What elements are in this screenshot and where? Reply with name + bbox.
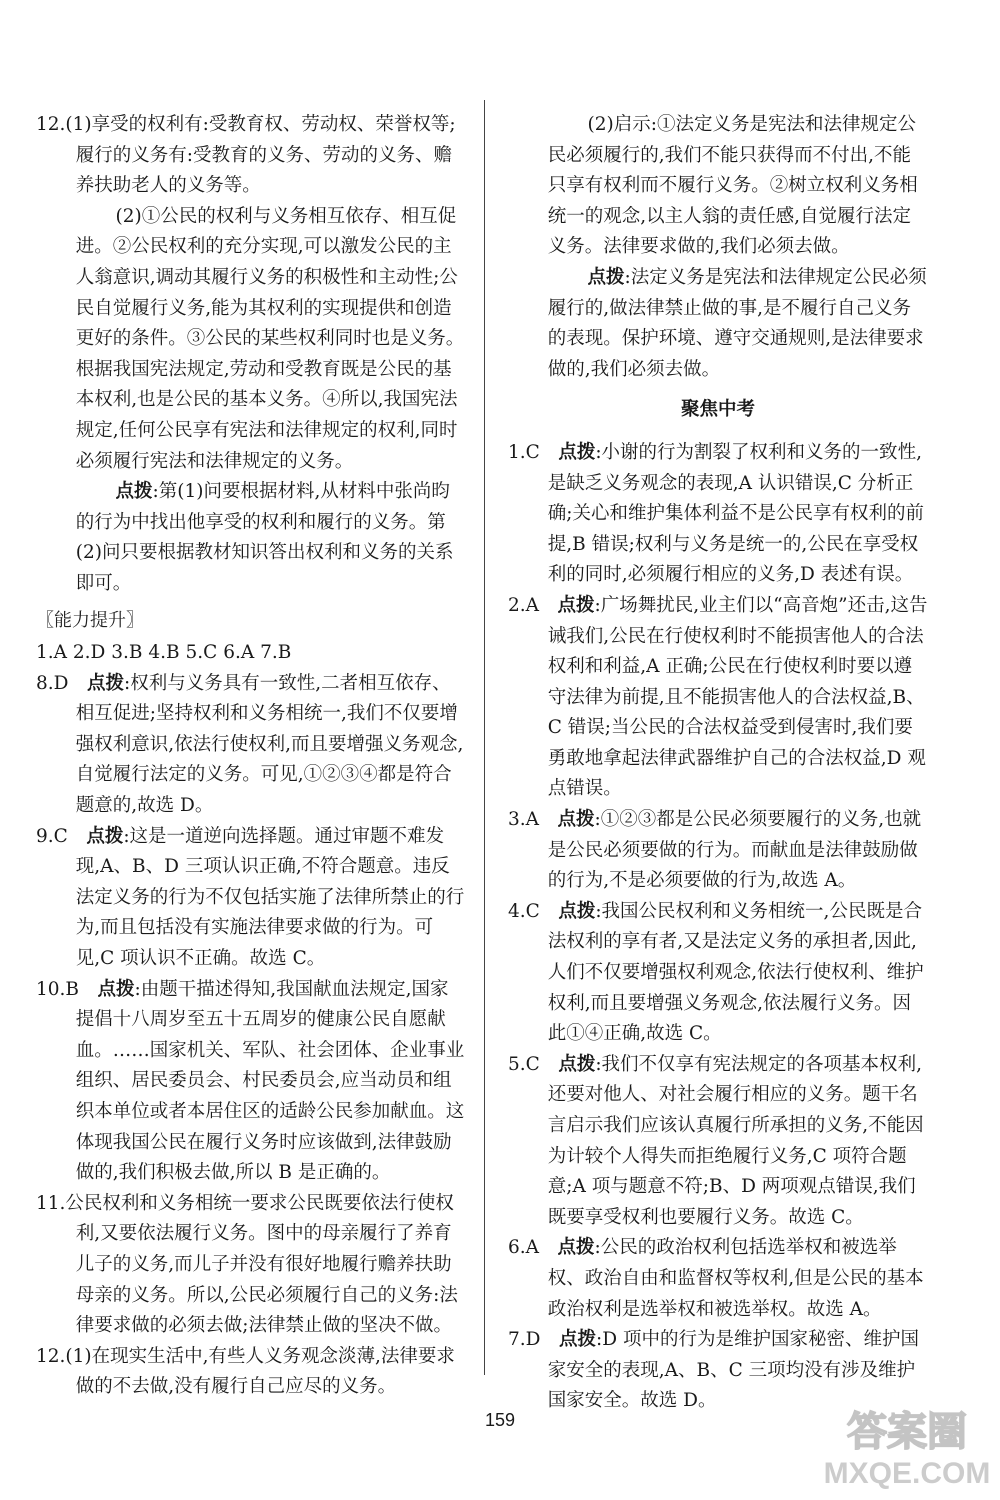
answer-item xyxy=(36,822,466,975)
item-text: :我国公民权利和义务相统一,公民既是合法权利的享有者,又是法定义务的承担者,因此,人们不仅要增强权利观念,依法行使权利、维护权利,而且要增强义务观念,依法履行义务。因此①④正确,故选 C。 xyxy=(547,900,924,1045)
item-text: :广场舞扰民,业主们以“高音炮”还击,这告诫我们,公民在行使权利时不能损害他人的合法权利和利益,A 正确;公民在行使权利时要以遵守法律为前提,且不能损害他人的合法权益,B、C 错误;当公民的合法权益受到侵害时,我们要勇敢地拿起法律武器维护自己的合法权益,D 观点错误。 xyxy=(547,594,928,800)
answer-item xyxy=(36,110,466,202)
item-answer: D xyxy=(525,1329,541,1351)
answer-item xyxy=(508,1050,928,1234)
note-label: 点拨 xyxy=(558,1053,596,1075)
answer-item xyxy=(36,1189,466,1342)
item-answer: A xyxy=(525,809,540,831)
item-number: 6. xyxy=(508,1237,526,1259)
item-answer: D xyxy=(53,672,69,694)
page-number: 159 xyxy=(484,1410,516,1430)
answer-item xyxy=(508,1233,928,1325)
answer-item xyxy=(508,805,928,897)
answer-paragraph: (2)①公民的权利与义务相互依存、相互促进。②公民权利的充分实现,可以激发公民的主人翁意识,调动其履行义务的积极性和主动性;公民自觉履行义务,能为其权利的实现提供和创造更好的条件。③公民的某些权利同时也是义务。根据我国宪法规定,劳动和受教育既是公民的基本权利,也是公民的基本义务。④所以,我国宪法规定,任何公民享有宪法和法律规定的权利,同时必须履行宪法和法律规定的义务。 xyxy=(75,205,465,472)
item-number: 1. xyxy=(508,441,526,463)
watermark-line1: 答案圈 xyxy=(847,1409,967,1455)
item-number: 4. xyxy=(508,900,526,922)
answer-item xyxy=(36,669,466,822)
item-number: 12. xyxy=(36,1345,66,1367)
note-label: 点拨 xyxy=(559,1329,597,1351)
answer-item xyxy=(36,975,466,1189)
section-heading: 〖能力提升〗 xyxy=(36,609,144,631)
item-answer: C xyxy=(525,441,540,463)
note-paragraph xyxy=(508,263,928,385)
item-number: 11. xyxy=(36,1192,66,1214)
item-text: :D 项中的行为是维护国家秘密、维护国家安全的表现,A、B、C 三项均没有涉及维护国家安全。故选 D。 xyxy=(547,1329,919,1412)
item-text: (1)享受的权利有:受教育权、劳动权、荣誉权等;履行的义务有:受教育的义务、劳动的义务、赡养扶助老人的义务等。 xyxy=(65,114,456,197)
item-text: :由题干描述得知,我国献血法规定,国家提倡十八周岁至五十五周岁的健康公民自愿献血。……国家机关、军队、社会团体、企业事业组织、居民委员会、村民委员会,应当动员和组织本单位或者本居住区的适龄公民参加献血。这体现我国公民在履行义务时应该做到,法律鼓励做的,我们积极去做,所以 B 是正确的。 xyxy=(75,978,465,1184)
item-answer: A xyxy=(525,1237,540,1259)
note-label: 点拨 xyxy=(557,1237,595,1259)
item-text: :小谢的行为割裂了权利和义务的一致性,是缺乏义务观念的表现,A 认识错误,C 分析正确;关心和维护集体利益不是公民享有权利的前提,B 错误;权利与义务是统一的,公民在享受权利的同时,必须履行相应的义务,D 表述有误。 xyxy=(547,441,925,586)
left-column xyxy=(36,110,466,1403)
item-answer: B xyxy=(65,978,80,1000)
item-text: :这是一道逆向选择题。通过审题不难发现,A、B、D 三项认识正确,不符合题意。违反法定义务的行为不仅包括实施了法律所禁止的行为,而且包括没有实施法律要求做的行为。可见,C 项认识不正确。故选 C。 xyxy=(75,825,465,970)
item-text: 公民权利和义务相统一要求公民既要依法行使权利,又要依法履行义务。图中的母亲履行了养育儿子的义务,而儿子并没有很好地履行赡养扶助母亲的义务。所以,公民必须履行自己的义务:法律要求做的必须去做;法律禁止做的坚决不做。 xyxy=(65,1192,458,1337)
note-label: 点拨 xyxy=(587,266,625,288)
watermark-logo xyxy=(822,1397,992,1492)
item-number: 9. xyxy=(36,825,54,847)
answer-item xyxy=(36,1342,466,1403)
note-label: 点拨 xyxy=(558,441,596,463)
item-number: 7. xyxy=(508,1329,526,1351)
item-number: 3. xyxy=(508,809,526,831)
item-text: :权利与义务具有一致性,二者相互依存、相互促进;坚持权利和义务相统一,我们不仅要增强权利意识,依法行使权利,而且要增强义务观念,自觉履行法定的义务。可见,①②③④都是符合题意的,故选 D。 xyxy=(75,672,464,817)
watermark-line2: MXQE.COM xyxy=(823,1457,991,1490)
item-answer: C xyxy=(525,900,540,922)
answer-paragraph: (2)启示:①法定义务是宪法和法律规定公民必须履行的,我们不能只获得而不付出,不能只享有权利而不履行义务。②树立权利义务相统一的观念,以主人翁的责任感,自觉履行法定义务。法律要求做的,我们必须去做。 xyxy=(547,114,918,258)
item-text: (1)在现实生活中,有些人义务观念淡薄,法律要求做的不去做,没有履行自己应尽的义务。 xyxy=(65,1345,455,1398)
item-answer: A xyxy=(525,594,540,616)
answer-item xyxy=(508,897,928,1050)
item-number: 2. xyxy=(508,594,526,616)
note-label: 点拨 xyxy=(86,825,124,847)
note-paragraph xyxy=(36,477,466,599)
note-label: 点拨 xyxy=(557,594,595,616)
answer-item xyxy=(508,591,928,805)
note-label: 点拨 xyxy=(115,481,153,503)
note-text: :法定义务是宪法和法律规定公民必须履行的,做法律禁止做的事,是不履行自己义务的表现。保护环境、遵守交通规则,是法律要求做的,我们必须去做。 xyxy=(547,266,927,380)
note-label: 点拨 xyxy=(557,809,595,831)
item-text: :①②③都是公民必须要履行的义务,也就是公民必须要做的行为。而献血是法律鼓励做的行为,不是必须要做的行为,故选 A。 xyxy=(547,809,922,892)
right-column xyxy=(508,110,928,1417)
item-number: 12. xyxy=(36,114,66,135)
section-title: 聚焦中考 xyxy=(680,399,755,421)
note-label: 点拨 xyxy=(558,900,596,922)
column-divider xyxy=(484,100,485,1375)
item-text: :我们不仅享有宪法规定的各项基本权利,还要对他人、对社会履行相应的义务。题干名言启示我们应该认真履行所承担的义务,不能因为计较个人得失而拒绝履行义务,C 项符合题意;A 项与题意不符;B、D 两项观点错误,我们既要享受权利也要履行义务。故选 C。 xyxy=(547,1053,924,1228)
note-label: 点拨 xyxy=(87,672,125,694)
item-answer: C xyxy=(53,825,68,847)
item-number: 5. xyxy=(508,1053,526,1075)
answer-item xyxy=(508,438,928,591)
note-text: :第(1)问要根据材料,从材料中张尚昀的行为中找出他享受的权利和履行的义务。第(2)问只要根据教材知识答出权利和义务的关系即可。 xyxy=(75,481,454,594)
item-number: 10. xyxy=(36,978,66,1000)
answer-line: 1.A 2.D 3.B 4.B 5.C 6.A 7.B xyxy=(36,642,292,664)
item-number: 8. xyxy=(36,672,54,694)
item-text: :公民的政治权利包括选举权和被选举权、政治自由和监督权等权利,但是公民的基本政治权利是选举权和被选举权。故选 A。 xyxy=(547,1237,924,1320)
item-answer: C xyxy=(525,1053,540,1075)
note-label: 点拨 xyxy=(97,978,135,1000)
